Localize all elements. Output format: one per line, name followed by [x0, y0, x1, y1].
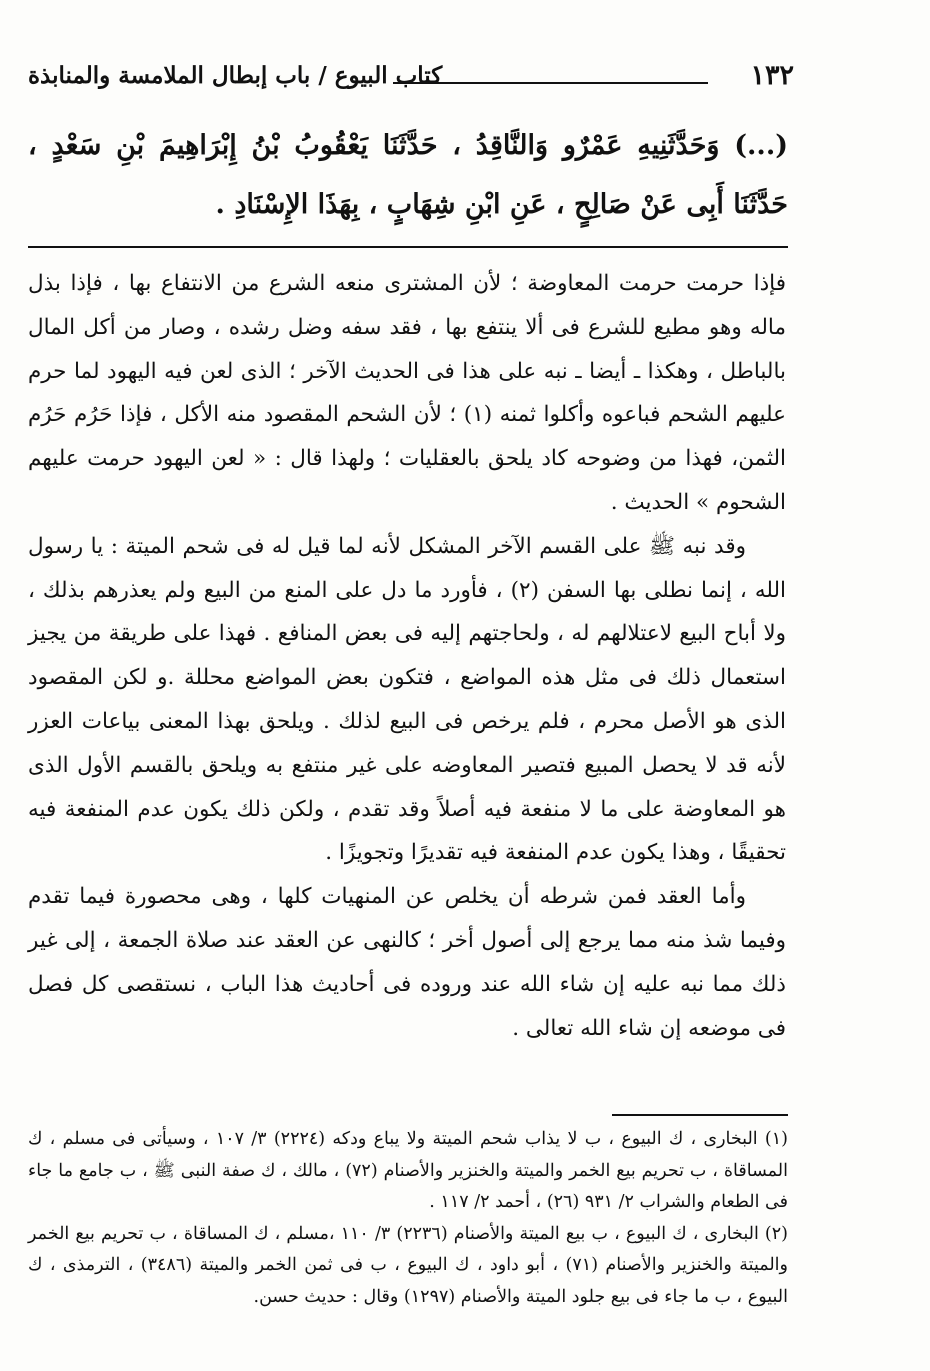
page-header	[28, 58, 794, 98]
page-number: ١٣٢	[750, 60, 794, 91]
commentary-paragraph: وأما العقد فمن شرطه أن يخلص عن المنهيات كلها ، وهى محصورة فيما تقدم وفيما شذ منه مما يرجع إلى أصول أخر ؛ كالنهى عن العقد عند صلاة الجمعة ، إلى غير ذلك مما نبه عليه إن شاء الله عند وروده فى أحاديث هذا الباب ، نستقصى كل فصل فى موضعه إن شاء الله تعالى .	[28, 884, 786, 1041]
commentary	[28, 262, 786, 1050]
footnotes	[28, 1124, 788, 1313]
hadith-text: (...) وَحَدَّثَنِيهِ عَمْرٌو وَالنَّاقِدُ ، حَدَّثَنَا يَعْقُوبُ بْنُ إِبْرَاهِيمَ بْنِ سَعْدٍ ، حَدَّثَنَا أَبِى عَنْ صَالِحٍ ، عَنِ ابْنِ شِهَابٍ ، بِهَذَا الإِسْنَادِ .	[28, 130, 788, 220]
footnote-rule	[612, 1114, 788, 1116]
section-divider	[28, 246, 788, 248]
commentary-paragraph: فإذا حرمت حرمت المعاوضة ؛ لأن المشترى منعه الشرع من الانتفاع بها ، فإذا بذل ماله وهو مطيع للشرع فى ألا ينتفع بها ، فقد سفه وضل رشده ، وصار من أكل المال بالباطل ، وهكذا ـ أيضا ـ نبه على هذا فى الحديث الآخر ؛ الذى لعن فيه اليهود لما حرم عليهم الشحم فباعوه وأكلوا ثمنه (١) ؛ لأن الشحم المقصود منه الأكل ، فإذا حَرُم حَرُم الثمن، فهذا من وضوحه كاد يلحق بالعقليات ؛ ولهذا قال : « لعن اليهود حرمت عليهم الشحوم » الحديث .	[28, 271, 786, 515]
commentary-paragraph: وقد نبه ﷺ على القسم الآخر المشكل لأنه لما قيل له فى شحم الميتة : يا رسول الله ، إنما نطلى بها السفن (٢) ، فأورد ما دل على المنع من البيع ولم يعذرهم بذلك ، ولا أباح البيع لاعتلالهم له ، ولحاجتهم إليه فى بعض المنافع . فهذا على طريقة من يجيز استعمال ذلك فى مثل هذه المواضع ، فتكون بعض المواضع محللة .و لكن المقصود الذى هو الأصل محرم ، فلم يرخص فى البيع لذلك . ويلحق بهذا المعنى بياعات العزر لأنه قد لا يحصل المبيع فتصير المعاوضه على غير منتفع به ويلحق بالقسم الأول الذى هو المعاوضة على ما لا منفعة فيه أصلاً وقد تقدم ، ولكن ذلك يكون عدم المنفعة فيه تحقيقًا ، وهذا يكون عدم المنفعة فيه تقديرًا وتجويزًا .	[28, 533, 786, 866]
running-title: كتاب البيوع / باب إبطال الملامسة والمنابذة	[28, 62, 443, 89]
footnote: (١) البخارى ، ك البيوع ، ب لا يذاب شحم الميتة ولا يباع ودكه (٢٢٢٤) ٣/ ١٠٧ ، وسيأتى فى مسلم ، ك المساقاة ، ب تحريم بيع الخمر والميتة والخنزير والأصنام (٧٢) ، مالك ، ك صفة النبى ﷺ ، ب جامع ما جاء فى الطعام والشراب ٢/ ٩٣١ (٢٦) ، أحمد ٢/ ١١٧ .	[28, 1129, 788, 1212]
footnote: (٢) البخارى ، ك البيوع ، ب بيع الميتة والأصنام (٢٢٣٦) ٣/ ١١٠ ،مسلم ، ك المساقاة ، ب تحريم بيع الخمر والميتة والخنزير والأصنام (٧١) ، أبو داود ، ك البيوع ، ب فى ثمن الخمر والميتة (٣٤٨٦) ، الترمذى ، ك البيوع ، ب ما جاء فى بيع جلود الميتة والأصنام (١٢٩٧) وقال : حديث حسن.	[28, 1223, 788, 1307]
